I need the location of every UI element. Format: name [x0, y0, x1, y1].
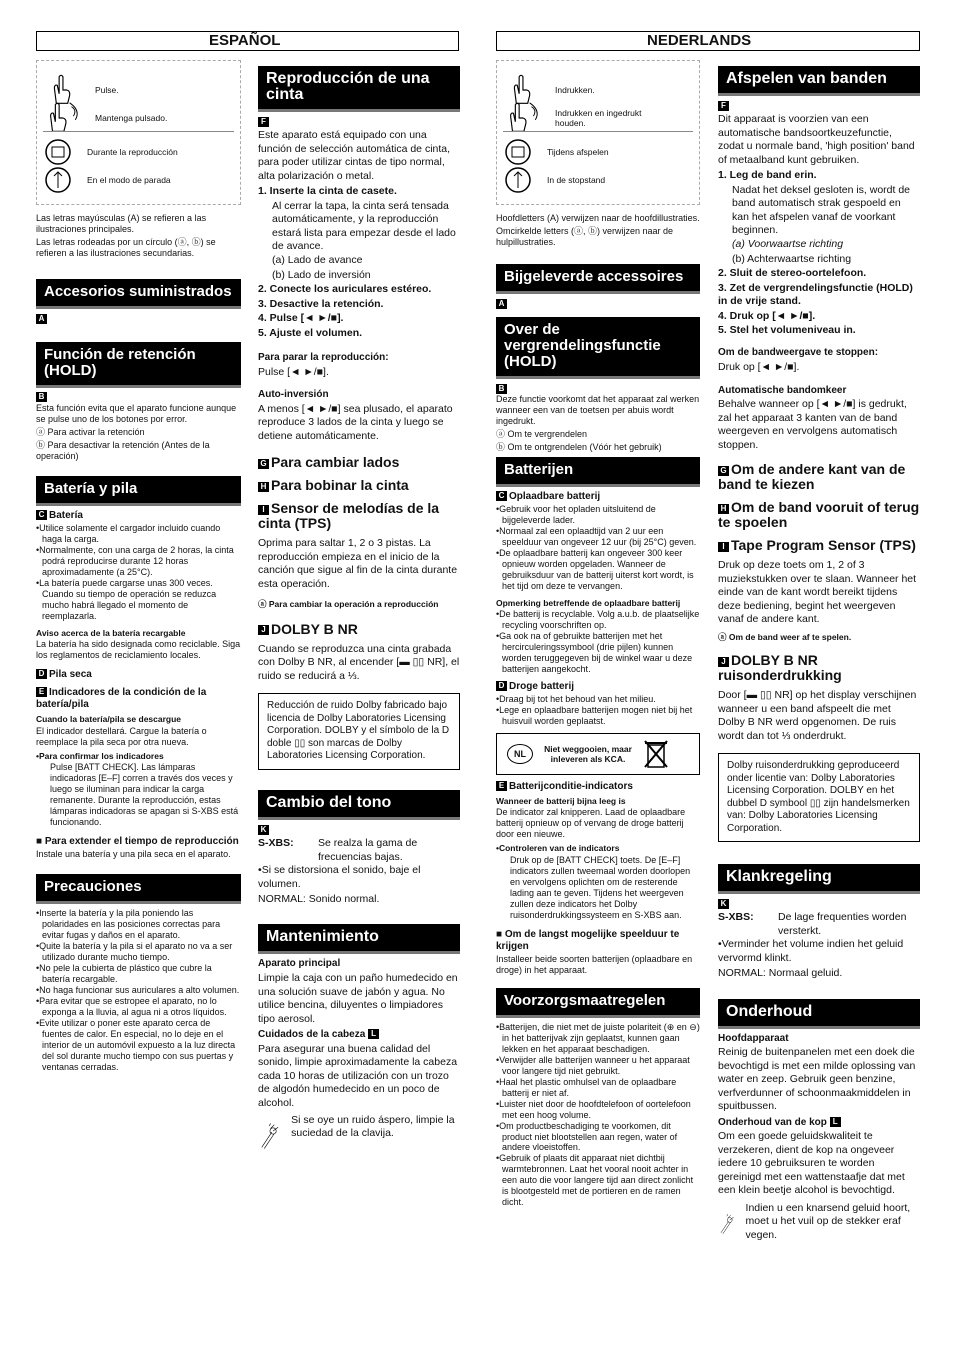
nl-h-title: Om de band vooruit of terug te spoelen	[718, 499, 920, 531]
es-rep-step: 5. Ajuste el volumen.	[258, 326, 363, 339]
nl-h-tag: H	[718, 504, 729, 514]
nl-bat-item: • De oplaadbare batterij kan ongeveer 300 keer opnieuw worden opgeladen. Wanneer de gebruiksduur van de batterij uiterst kort wordt, is het tijd om deze te vervangen.	[496, 548, 700, 592]
nl-tps-cancel: ⓐ Om de band weer af te spelen.	[718, 632, 852, 643]
es-h-tag: H	[258, 482, 269, 492]
nl-tone-tag: K	[718, 899, 729, 909]
legend-play-text: Tijdens afspelen	[547, 146, 609, 157]
nl-acc-tag: A	[496, 299, 507, 309]
es-dolby-tag: J	[258, 625, 269, 635]
es-icon-legend	[36, 60, 241, 205]
es-auto-head: Auto-inversión	[258, 389, 329, 401]
nl-xbs-item: •Verminder het volume indien het geluid vervormd klinkt.	[718, 938, 904, 964]
nl-tone-banner: Klankregeling	[718, 864, 920, 894]
es-rep-step: 2. Conecte los auriculares estéreo.	[258, 283, 432, 296]
es-rep-b: (b) Lado de inversión	[272, 268, 371, 281]
es-normal-text: NORMAL: Sonido normal.	[258, 892, 380, 905]
nl-tps-text: Druk op deze toets om 1, 2 of 3 muziekstukken over te slaan. Wanneer het einde van de kant wordt bereikt tijdens deze bediening, begint het weergeven vanaf de andere kant.	[718, 559, 917, 625]
nl-stop-text: Druk op [◄ ►/■].	[718, 361, 800, 374]
es-ind-conf-head: •Para confirmar los indicadores	[36, 750, 164, 761]
nl-maint-banner: Onderhoud	[718, 999, 920, 1029]
es-head-head: Cuidados de la cabeza	[258, 1028, 366, 1040]
nl-extend-text: Installeer beide soorten batterijen (oplaadbare en droge) in het apparaat.	[496, 953, 693, 975]
nl-accessories-banner: Bijgeleverde accessoires	[496, 264, 700, 294]
legend-stop-text: En el modo de parada	[87, 174, 171, 185]
nl-rep-a: (a) Voorwaartse richting	[732, 238, 844, 251]
nl-ind-low-text: De indicator zal knipperen. Laad de oplaadbare batterij opnieuw op of vervang de droge batterij door een nieuwe.	[496, 807, 686, 840]
nl-prec-item: • Haal het plastic omhulsel van de oplaadbare batterij er niet af.	[496, 1077, 700, 1099]
es-i-tag: I	[258, 505, 269, 515]
play-mode-icon	[43, 137, 73, 167]
nl-ind-head: Batterijconditie-indicators	[509, 780, 633, 792]
es-dolby-text: Cuando se reproduzca una cinta grabada con Dolby B NR, al encender [▬ ▯▯ NR], el ruido se reducirá a ⅓.	[258, 642, 460, 682]
nl-ind-conf-head: •Controleren van de indicators	[496, 843, 620, 854]
nl-stop-head: Om de bandweergave te stoppen:	[718, 347, 879, 359]
nl-rep-step1: Nadat het deksel gesloten is, wordt de band automatisch strak gespoeld en kan het afspelen vanaf de voorkant beginnen.	[732, 183, 911, 236]
nl-column-2	[718, 60, 920, 1246]
es-prec-item: • No haga funcionar sus auriculares a alto volumen.	[36, 985, 241, 996]
es-rep-step: 1. Inserte la cinta de casete.	[258, 185, 397, 198]
es-intro-1: Las letras mayúsculas (A) se refieren a las ilustraciones principales.	[36, 213, 207, 234]
plug-cleaning-icon	[258, 1114, 283, 1158]
kca-notice	[496, 733, 700, 775]
es-acc-tag: A	[36, 314, 47, 324]
nl-icon-legend	[496, 60, 700, 205]
es-playback-banner: Reproducción de una cinta	[258, 66, 460, 112]
es-rep-step: 4. Pulse [◄ ►/■].	[258, 312, 344, 325]
es-ind-low-head: Cuando la batería/pila se descargue	[36, 714, 182, 725]
nl-prec-item: • Batterijen, die niet met de juiste polariteit (⊕ en ⊖) in het batterijvak zijn geplaatst, kunnen gaan lekken en het apparaat beschadigen.	[496, 1022, 700, 1055]
nl-dolby-text: Door [▬ ▯▯ NR] op het display verschijnen wanneer u een band afspeelt die met Dolby B NR werd opgenomen. De ruis wordt dan tot ⅓ onderdrukt.	[718, 689, 917, 742]
es-accessories-banner: Accesorios suministrados	[36, 279, 241, 309]
nl-g-tag: G	[718, 466, 729, 476]
nl-extend-head: Om de langst mogelijke speelduur te krijgen	[496, 928, 680, 952]
crossed-bin-icon	[643, 739, 669, 769]
nl-prec-item: • Gebruik of plaats dit apparaat niet dichtbij warmtebronnen. Laat het vooral nooit achter in een auto die voor langere tijd aan direct zonlicht is blootgesteld met de portieren en de ramen dicht.	[496, 1153, 700, 1208]
plug-cleaning-icon	[718, 1202, 738, 1246]
es-extend-head: Para extender el tiempo de reproducción	[44, 835, 239, 847]
nl-playback-banner: Afspelen van banden	[718, 66, 920, 96]
header-espanol: ESPAÑOL	[36, 31, 459, 51]
legend-hold-text: Indrukken en ingedrukt houden.	[555, 107, 642, 128]
es-maint-text: Limpie la caja con un paño humedecido en una solución suave de jabón y agua. No utilice bencina, diluyentes o limpiadores tipo aerosol.	[258, 972, 458, 1025]
nl-bat-item: • Gebruik voor het opladen uitsluitend de bijgeleverde lader.	[496, 504, 700, 526]
es-tps-cancel: ⓐ Para cambiar la operación a reproducción	[258, 599, 439, 610]
es-stop-text: Pulse [◄ ►/■].	[258, 365, 329, 378]
nl-rep-text: Dit apparaat is voorzien van een automatische bandsoortkeuzefunctie, zodat u normale band, 'high position' band of metaalband kunt gebruiken.	[718, 113, 915, 166]
nl-hold-banner: Over de vergrendelingsfunctie (HOLD)	[496, 317, 700, 379]
nl-i-title: Tape Program Sensor (TPS)	[731, 537, 916, 554]
es-dry-tag: D	[36, 669, 47, 679]
es-rep-text: Este aparato está equipado con una función de selección automática de cinta, para poder utilizar cintas de tipo normal, alta polarización o metal.	[258, 129, 451, 182]
nl-rep-step: 5. Stel het volumeniveau in.	[718, 324, 856, 336]
es-tone-banner: Cambio del tono	[258, 790, 460, 820]
nl-bat-tag: C	[496, 491, 507, 501]
es-precautions-banner: Precauciones	[36, 874, 241, 904]
es-maint-head: Aparato principal	[258, 958, 341, 970]
nl-rep-step: 3. Zet de vergrendelingsfunctie (HOLD) in de vrije stand.	[718, 281, 913, 308]
header-nederlands: NEDERLANDS	[496, 31, 920, 51]
es-dry-head: Pila seca	[49, 668, 92, 680]
nl-rep-tag: F	[718, 101, 729, 111]
nl-hold-a: ⓐ Om te vergrendelen	[496, 428, 588, 439]
stop-mode-icon	[503, 165, 533, 195]
nl-rep-step: 1. Leg de band erin.	[718, 169, 817, 182]
nl-ind-low-head: Wanneer de batterij bijna leeg is	[496, 796, 626, 807]
nl-column-1: Indrukken. Indrukken en ingedrukt houden. Tijdens afspelen In de stopstand Hoofdletters (A) verwijzen naar de hoofdillustraties. Omcirkelde letters (ⓐ, ⓑ) verwijzen naar de hulpillustraties. Bijgeleverde accessoires A Over de vergrendelingsfunctie (HOLD) B Deze functie voorkomt dat het apparaat zal werken wanneer een van de toetsen per abuis wordt ingedrukt. ⓐ Om te vergrendelen ⓑ Om te ontgrendelen (Vóór het gebruik) Batterijen C Oplaadbare batterij • Gebruik voor het opladen uitsluitend de bijgeleverde lader. • Normaal zal een oplaadtijd van 2 uur een speelduur van ongeveer 12 uur (bij 25°C) geven. • De oplaadbare batterij kan ongeveer 300 keer opnieuw worden opgeladen. Wanneer de gebruiksduur van de batterij uiterst kort wordt, is het tijd om deze te vervangen. Opmerking betreffende de oplaadbare batterij • De batterij is recyclable. Volg a.u.b. de plaatselijke recycling voorschriften op. • Ga ook na of gebruikte batterijen met het hercirculeringssymbool (drie pijlen) kunnen worden teruggegeven bij de winkel waar u deze batterijen aangekocht. D Droge batterij • Draag bij tot het behoud van het milieu. • Lege en oplaadbare batterijen mogen niet bij het huisvuil worden geplaatst. NL Niet weggooien, maar inleveren als KCA. E Batterijconditie-indicators Wanneer de batterij bijna leeg is De indicator zal knipperen. Laad de oplaadbare batterij opnieuw op of vervang de droge batterij door een nieuwe. •Controleren van de indicators Druk op de [BATT CHECK] toets. De [E–F] indicators zullen tweemaal worden doorlopen en vervolgens oplichten om de resterende lading aan te geven. Tijdens het weergeven zullen deze indicators het Dolby ruisonderdrukkingssysteem en S-XBS aan. ■ Om de langst mogelijke speelduur te krijgen Installeer beide soorten batterijen (oplaadbare en droge) in het apparaat. Voorzorgsmaatregelen • Batterijen, die niet met de juiste polariteit (⊕ en ⊖) in het batterijvak zijn geplaatst, kunnen gaan lekken en het apparaat beschadigen. • Verwijder alle batterijen wanneer u het apparaat voor langere tijd niet gebruikt. • Haal het plastic omhulsel van de oplaadbare batterij er niet af. • Luister niet door de hoofdtelefoon of oortelefoon met een hoog volume. • Om productbeschadiging te voorkomen, dit product niet blootstellen aan regen, water of andere vloeistoffen. • Gebruik of plaats dit apparaat niet dichtbij warmtebronnen. Laat het vooral nooit achter in een auto die voor langere tijd aan direct zonlicht is blootgesteld met de portieren en de ramen dicht.	[496, 60, 700, 1208]
nl-precautions-banner: Voorzorgsmaatregelen	[496, 988, 700, 1018]
nl-xbs-text: De lage frequenties worden versterkt.	[778, 911, 907, 937]
es-xbs-text: Se realza la gama de frecuencias bajas.	[318, 837, 418, 863]
nl-intro-2: Omcirkelde letters (ⓐ, ⓑ) verwijzen naar de hulpillustraties.	[496, 225, 674, 247]
es-ind-conf-text: Pulse [BATT CHECK]. Las lámparas indicadoras [E–F] corren a través dos veces y luego se iluminan para indicar la carga remanente. Durante la reproducción, estas lámparas indicadoras se apagan si S-XBS está funcionando.	[50, 762, 239, 827]
legend-press-text: Pulse.	[95, 84, 119, 95]
es-h-title: Para bobinar la cinta	[271, 477, 409, 494]
es-head-tag: L	[368, 1029, 379, 1039]
es-dolby-title: DOLBY B NR	[271, 620, 358, 637]
nl-recharge-head: Opmerking betreffende de oplaadbare batterij	[496, 597, 681, 608]
es-ind-tag: E	[36, 687, 47, 697]
es-head-note: Si se oye un ruido áspero, limpie la suciedad de la clavija.	[291, 1113, 455, 1140]
stop-mode-icon	[43, 165, 73, 195]
es-extend-text: Instale una batería y una pila seca en el aparato.	[36, 849, 231, 860]
legend-press-text: Indrukken.	[555, 84, 595, 95]
es-intro-2: Las letras rodeadas por un círculo (ⓐ, ⓑ) se refieren a las ilustraciones secundarias.	[36, 236, 216, 258]
nl-prec-item: • Verwijder alle batterijen wanneer u het apparaat voor langere tijd niet gebruikt.	[496, 1055, 700, 1077]
es-prec-item: • Para evitar que se estropee el aparato, no lo exponga a la lluvia, al agua ni a otros líquidos.	[36, 996, 241, 1018]
es-battery-head: Batería	[49, 509, 83, 521]
nl-ind-conf-text: Druk op de [BATT CHECK] toets. De [E–F] indicators zullen tweemaal worden doorlopen en vervolgens oplichten om de resterende lading aan te geven. Tijdens het weergeven zullen deze indicators het Dolby ruisonderdrukkingssysteem en S-XBS aan.	[510, 854, 691, 920]
nl-prec-item: • Luister niet door de hoofdtelefoon of oortelefoon met een hoog volume.	[496, 1099, 700, 1121]
es-stop-head: Para parar la reproducción:	[258, 352, 389, 363]
nl-dry-head: Droge batterij	[509, 680, 575, 692]
legend-stop-text: In de stopstand	[547, 174, 606, 185]
nl-head-text: Om een goede geluidskwaliteit te verzekeren, dient de kop na ongeveer iedere 10 gebruiksuren te worden gereinigd met een wattenstaafje dat met een klein beetje alcohol is bevochtigd.	[718, 1130, 905, 1197]
nl-rep-b: (b) Achterwaartse richting	[732, 252, 852, 265]
nl-g-title: Om de andere kant van de band te kiezen	[718, 461, 906, 493]
play-mode-icon	[503, 137, 533, 167]
nl-hold-text: Deze functie voorkomt dat het apparaat zal werken wanneer een van de toetsen per abuis wordt ingedrukt.	[496, 393, 700, 426]
es-column-1: Pulse. Mantenga pulsado. Durante la reproducción En el modo de parada Las letras mayúsculas (A) se refieren a las ilustraciones principales. Las letras rodeadas por un círculo (ⓐ, ⓑ) se refieren a las ilustraciones secundarias. Accesorios suministrados A Función de retención (HOLD) B Esta función evita que el aparato funcione aunque se pulse uno de los botones por error. ⓐ Para activar la retención ⓑ Para desactivar la retención (Antes de la operación) Batería y pila C Batería • Utilice solamente el cargador incluido cuando haga la carga. • Normalmente, con una carga de 2 horas, la cinta podrá reproducirse durante 12 horas aproximadamente (a 25°C). • La batería puede cargarse unas 300 veces. Cuando su tiempo de operación se reduzca mucho habrá llegado el momento de reemplazarla. Aviso acerca de la batería recargable La batería ha sido designada como reciclable. Siga los reglamentos de reciclamiento locales. D Pila seca E Indicadores de la condición de la batería/pila Cuando la batería/pila se descargue El indicador destellará. Cargue la batería o reemplace la pila seca por otra nueva. •Para confirmar los indicadores Pulse [BATT CHECK]. Las lámparas indicadoras [E–F] corren a través dos veces y luego se iluminan para indicar la carga remanente. Durante la reproducción, estas lámparas indicadoras se apagan si S-XBS está funcionando. ■ Para extender el tiempo de reproducción Instale una batería y una pila seca en el aparato. Precauciones • Inserte la batería y la pila poniendo las polaridades en las posiciones correctas para evitar fugas y daños en el aparato. • Quite la batería y la pila si el aparato no va a ser utilizado durante mucho tiempo. • No pele la cubierta de plástico que cubre la batería recargable. • No haga funcionar sus auriculares a alto volumen. • Para evitar que se estropee el aparato, no lo exponga a la lluvia, al agua ni a otros líquidos. • Evite utilizar o poner este aparato cerca de fuentes de calor. En especial, no lo deje en el interior de un automóvil expuesto a la luz directa del sol durante mucho tiempo con sus puertas y ventanas cerradas.	[36, 60, 241, 1073]
es-hold-tag: B	[36, 392, 47, 402]
es-recharge-head: Aviso acerca de la batería recargable	[36, 627, 186, 638]
es-prec-item: • No pele la cubierta de plástico que cubre la batería recargable.	[36, 963, 241, 985]
nl-battery-head: Oplaadbare batterij	[509, 490, 601, 502]
es-hold-a: ⓐ Para activar la retención	[36, 426, 145, 437]
es-bat-item: • La batería puede cargarse unas 300 veces. Cuando su tiempo de operación se reduzca mucho habrá llegado el momento de reemplazarla.	[36, 578, 241, 622]
es-prec-item: • Inserte la batería y la pila poniendo las polaridades en las posiciones correctas para evitar fugas y daños en el aparato.	[36, 908, 241, 941]
es-auto-text: A menos [◄ ►/■] sea plusado, el aparato reproduce 3 lados de la cinta y luego se detiene automáticamente.	[258, 403, 453, 442]
nl-bat-item: • Normaal zal een oplaadtijd van 2 uur een speelduur van ongeveer 12 uur (bij 25°C) geven.	[496, 526, 700, 548]
nl-rep-step: 2. Sluit de stereo-oortelefoon.	[718, 267, 867, 280]
es-tone-tag: K	[258, 825, 269, 835]
nl-dry-item: • Lege en oplaadbare batterijen mogen niet bij het huisvuil worden geplaatst.	[496, 705, 700, 727]
es-battery-banner: Batería y pila	[36, 476, 241, 506]
legend-play-text: Durante la reproducción	[87, 146, 178, 157]
es-bat-item: • Normalmente, con una carga de 2 horas, la cinta podrá reproducirse durante 12 horas aproximadamente (a 25°C).	[36, 545, 241, 578]
nl-rep-step: 4. Druk op [◄ ►/■].	[718, 309, 816, 322]
es-head-text: Para asegurar una buena calidad del sonido, limpie aproximadamente la cabeza cada 10 horas de utilización con un trozo de algodón humedecido en un poco de alcohol.	[258, 1042, 458, 1109]
nl-prec-item: • Om productbeschadiging te voorkomen, dit product niet blootstellen aan regen, water of andere vloeistoffen.	[496, 1121, 700, 1154]
nl-auto-text: Behalve wanneer op [◄ ►/■] is gedrukt, zal het apparaat 3 kanten van de band weergeven en vervolgens automatisch stoppen.	[718, 398, 907, 451]
es-rep-a: (a) Lado de avance	[272, 254, 363, 267]
legend-hold-text: Mantenga pulsado.	[95, 112, 168, 123]
es-recharge-text: La batería ha sido designada como reciclable. Siga los reglamentos de reciclamiento locales.	[36, 638, 241, 660]
es-dolby-note: Reducción de ruido Dolby fabricado bajo licencia de Dolby Laboratories Licensing Corporation. DOLBY y el símbolo de la D doble ▯▯ son marcas de Dolby Laboratories Licensing Corporation.	[258, 693, 460, 770]
es-g-title: Para cambiar lados	[271, 454, 400, 471]
nl-battery-banner: Batterijen	[496, 457, 700, 487]
es-g-tag: G	[258, 459, 269, 469]
nl-ind-tag: E	[496, 781, 507, 791]
nl-maint-text: Reinig de buitenpanelen met een doek die bevochtigd is met een milde oplossing van water en zeep. Gebruik geen benzine, verfverdunner of schoonmaakmiddelen in spuitbussen.	[718, 1046, 916, 1113]
es-i-title: Sensor de melodías de la cinta (TPS)	[258, 500, 440, 532]
es-rep-step1: Al cerrar la tapa, la cinta será tensada automáticamente, y la reproducción estará lista para empezar desde el lado de avance.	[272, 199, 456, 252]
nl-dolby-note: Dolby ruisonderdrukking geproduceerd onder licentie van: Dolby Laboratories Licensing Corporation. DOLBY en het dubbel D symbool ▯▯ zijn handelsmerken van: Dolby Laboratories Licensing Corporation.	[718, 753, 920, 842]
nl-head-head: Onderhoud van de kop	[718, 1116, 827, 1128]
es-prec-item: • Quite la batería y la pila si el aparato no va a ser utilizado durante mucho tiempo.	[36, 941, 241, 963]
es-bat-tag: C	[36, 510, 47, 520]
nl-badge: NL	[507, 744, 533, 764]
nl-dolby-tag: J	[718, 657, 729, 667]
es-ind-low-text: El indicador destellará. Cargue la batería o reemplace la pila seca por otra nueva.	[36, 725, 207, 747]
nl-xbs-label: S-XBS:	[718, 911, 754, 924]
nl-intro-1: Hoofdletters (A) verwijzen naar de hoofdillustraties.	[496, 213, 700, 223]
es-hold-b: ⓑ Para desactivar la retención (Antes de la operación)	[36, 439, 210, 461]
nl-recharge-item: • Ga ook na of gebruikte batterijen met het hercirculeringssymbool (drie pijlen) kunnen worden teruggegeven bij de winkel waar u deze batterijen aangekocht.	[496, 631, 700, 675]
nl-maint-head: Hoofdapparaat	[718, 1032, 789, 1044]
es-maint-banner: Mantenimiento	[258, 924, 460, 954]
kca-text: Niet weggooien, maar inleveren als KCA.	[544, 743, 632, 764]
es-tps-text: Oprima para saltar 1, 2 o 3 pistas. La reproducción empieza en el inicio de la canción que sigue al fin de la cinta durante esta operación.	[258, 537, 458, 590]
nl-hold-b: ⓑ Om te ontgrendelen (Vóór het gebruik)	[496, 441, 662, 452]
es-bat-item: • Utilice solamente el cargador incluido cuando haga la carga.	[36, 523, 241, 545]
es-xbs-item: •Si se distorsiona el sonido, baje el volumen.	[258, 864, 421, 890]
nl-i-tag: I	[718, 542, 729, 552]
nl-head-note: Indien u een knarsend geluid hoort, moet u het vuil op de stekker eraf vegen.	[745, 1201, 911, 1241]
nl-recharge-item: • De batterij is recyclable. Volg a.u.b. de plaatselijke recycling voorschriften op.	[496, 609, 700, 631]
nl-hold-tag: B	[496, 384, 507, 394]
es-rep-step: 3. Desactive la retención.	[258, 297, 384, 310]
nl-dry-item: • Draag bij tot het behoud van het milieu.	[496, 694, 700, 705]
es-xbs-label: S-XBS:	[258, 837, 294, 850]
es-hold-banner: Función de retención (HOLD)	[36, 342, 241, 388]
nl-dry-tag: D	[496, 681, 507, 691]
nl-auto-head: Automatische bandomkeer	[718, 384, 847, 396]
es-prec-item: • Evite utilizar o poner este aparato cerca de fuentes de calor. En especial, no lo deje en el interior de un automóvil expuesto a la luz directa del sol durante mucho tiempo con sus puertas y ventanas cerradas.	[36, 1018, 241, 1073]
es-hold-text: Esta función evita que el aparato funcione aunque se pulse uno de los botones por error.	[36, 402, 237, 424]
es-ind-head: Indicadores de la condición de la batería/pila	[36, 687, 207, 711]
nl-normal-text: NORMAL: Normaal geluid.	[718, 967, 843, 980]
nl-dolby-title: DOLBY B NR ruisonderdrukking	[718, 652, 842, 684]
es-rep-tag: F	[258, 117, 269, 127]
nl-head-tag: L	[830, 1117, 841, 1127]
es-column-2	[258, 60, 460, 1158]
